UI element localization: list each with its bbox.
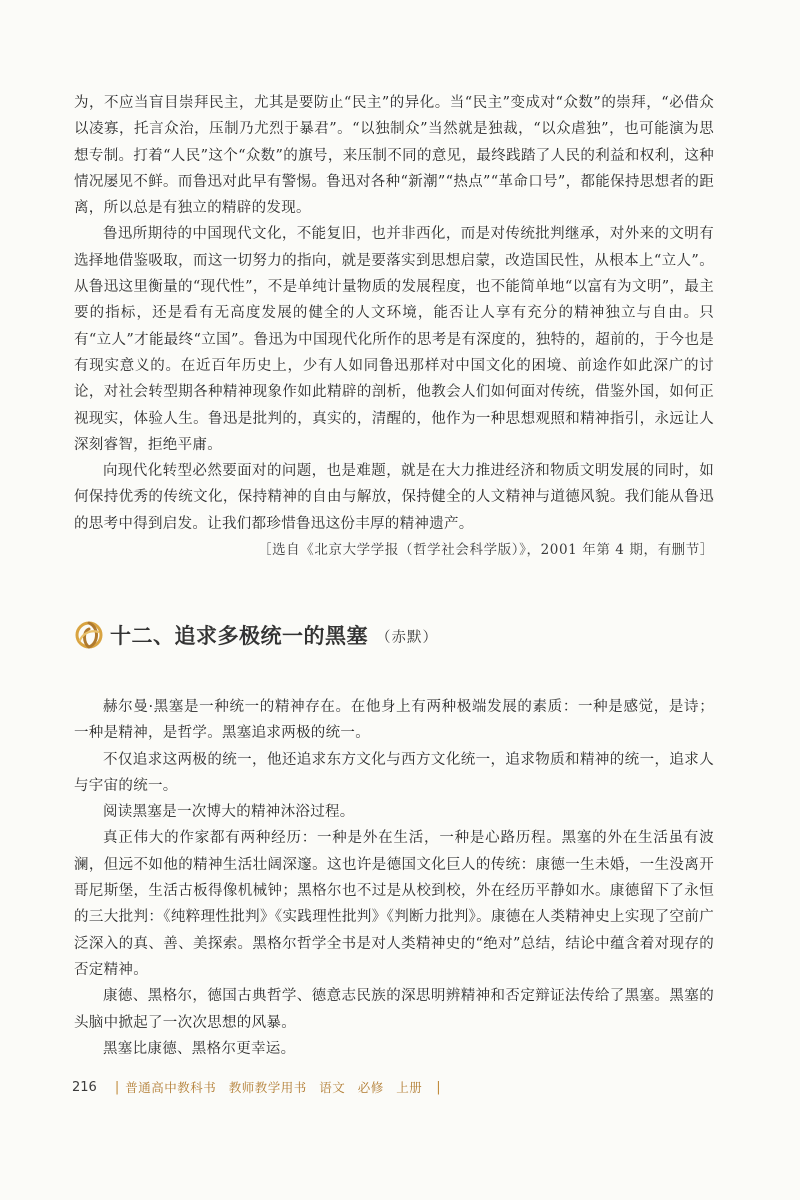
section-author: （赤默） — [376, 630, 438, 646]
paragraph: 真正伟大的作家都有两种经历：一种是外在生活，一种是心路历程。黑塞的外在生活虽有波澜，但远不如他的精神生活壮阔深邃。这也许是德国文化巨人的传统：康德一生未婚，一生没离开哥尼斯堡，生活古板得像机械钟；黑格尔也不过是从校到校，外在经历平静如水。康德留下了永恒的三大批判：《纯粹理性批判》《实践理性批判》《判断力批判》。康德在人类精神史上实现了空前广泛深入的真、善、美探索。黑格尔哲学全书是对人类精神史的“绝对”总结，结论中蕴含着对现存的否定精神。 — [74, 830, 714, 978]
footer-divider: | — [436, 1079, 441, 1095]
paragraph: 阅读黑塞是一次博大的精神沐浴过程。 — [103, 804, 355, 821]
paragraph: 向现代化转型必然要面对的问题，也是难题，就是在大力推进经济和物质文明发展的同时，如何保持优秀的传统文化，保持精神的自由与解放，保持健全的人文精神与道德风貌。我们能从鲁迅的思考中得到启发。让我们都珍惜鲁迅这份丰厚的精神遗产。 — [74, 463, 714, 532]
footer-book: 普通高中教科书 — [125, 1080, 217, 1095]
footer-volume: 上册 — [396, 1080, 423, 1095]
paragraph: 鲁迅所期待的中国现代文化，不能复旧，也并非西化，而是对传统批判继承，对外来的文明有选择地借鉴吸取，而这一切努力的指向，就是要落实到思想启蒙，改造国民性，从根本上“立人”。从鲁迅这里衡量的“现代性”，不是单纯计量物质的发展程度，也不能简单地“以富有为文明”，最主要的指标，还是看有无高度发展的健全的人文环境，能否让人享有充分的精神独立与自由。只有“立人”才能最终“立国”。鲁迅为中国现代化所作的思考是有深度的，独特的，超前的，于今也是有现实意义的。在近百年历史上，少有人如同鲁迅那样对中国文化的困境、前途作如此深广的讨论，对社会转型期各种精神现象作如此精辟的剖析，他教会人们如何面对传统，借鉴外国，如何正视现实，体验人生。鲁迅是批判的，真实的，清醒的，他作为一种思想观照和精神指引，永远让人深刻睿智，拒绝平庸。 — [74, 226, 714, 453]
paragraph: 赫尔曼·黑塞是一种统一的精神存在。在他身上有两种极端发展的素质：一种是感觉，是诗；一种是精神，是哲学。黑塞追求两极的统一。 — [74, 699, 714, 742]
section-swirl-icon — [72, 618, 106, 652]
bottom-text-block — [74, 694, 714, 1062]
paragraph: 为，不应当盲目崇拜民主，尤其是要防止“民主”的异化。当“民主”变成对“众数”的崇拜，“必借众以凌寡，托言众治，压制乃尤烈于暴君”。“以独制众”当然就是独裁，“以众虐独”，也可能演为思想专制。打着“人民”这个“众数”的旗号，来压制不同的意见，最终践踏了人民的利益和权利，这种情况屡见不鲜。而鲁迅对此早有警惕。鲁迅对各种“新潮”“热点”“革命口号”，都能保持思想者的距离，所以总是有独立的精辟的发现。 — [74, 95, 714, 217]
footer-level: 必修 — [357, 1080, 384, 1095]
section-title: 十二、追求多极统一的黑塞 — [110, 624, 368, 648]
footer-divider: | — [114, 1079, 120, 1095]
section-heading — [72, 618, 438, 652]
paragraph: 不仅追求这两极的统一，他还追求东方文化与西方文化统一，追求物质和精神的统一，追求人与宇宙的统一。 — [74, 751, 714, 794]
top-text-block — [74, 90, 714, 537]
footer-subject: 语文 — [319, 1080, 346, 1095]
page-number: 216 — [72, 1079, 97, 1095]
source-citation: ［选自《北京大学学报（哲学社会科学版）》，2001 年第 4 期，有删节］ — [257, 542, 714, 558]
footer-book-info — [125, 1078, 430, 1096]
paragraph: 康德、黑格尔，德国古典哲学、德意志民族的深思明辨精神和否定辩证法传给了黑塞。黑塞的头脑中掀起了一次次思想的风暴。 — [74, 988, 714, 1031]
paragraph: 黑塞比康德、黑格尔更幸运。 — [103, 1040, 296, 1057]
footer-category: 教师教学用书 — [228, 1080, 307, 1095]
page-footer — [72, 1078, 447, 1096]
